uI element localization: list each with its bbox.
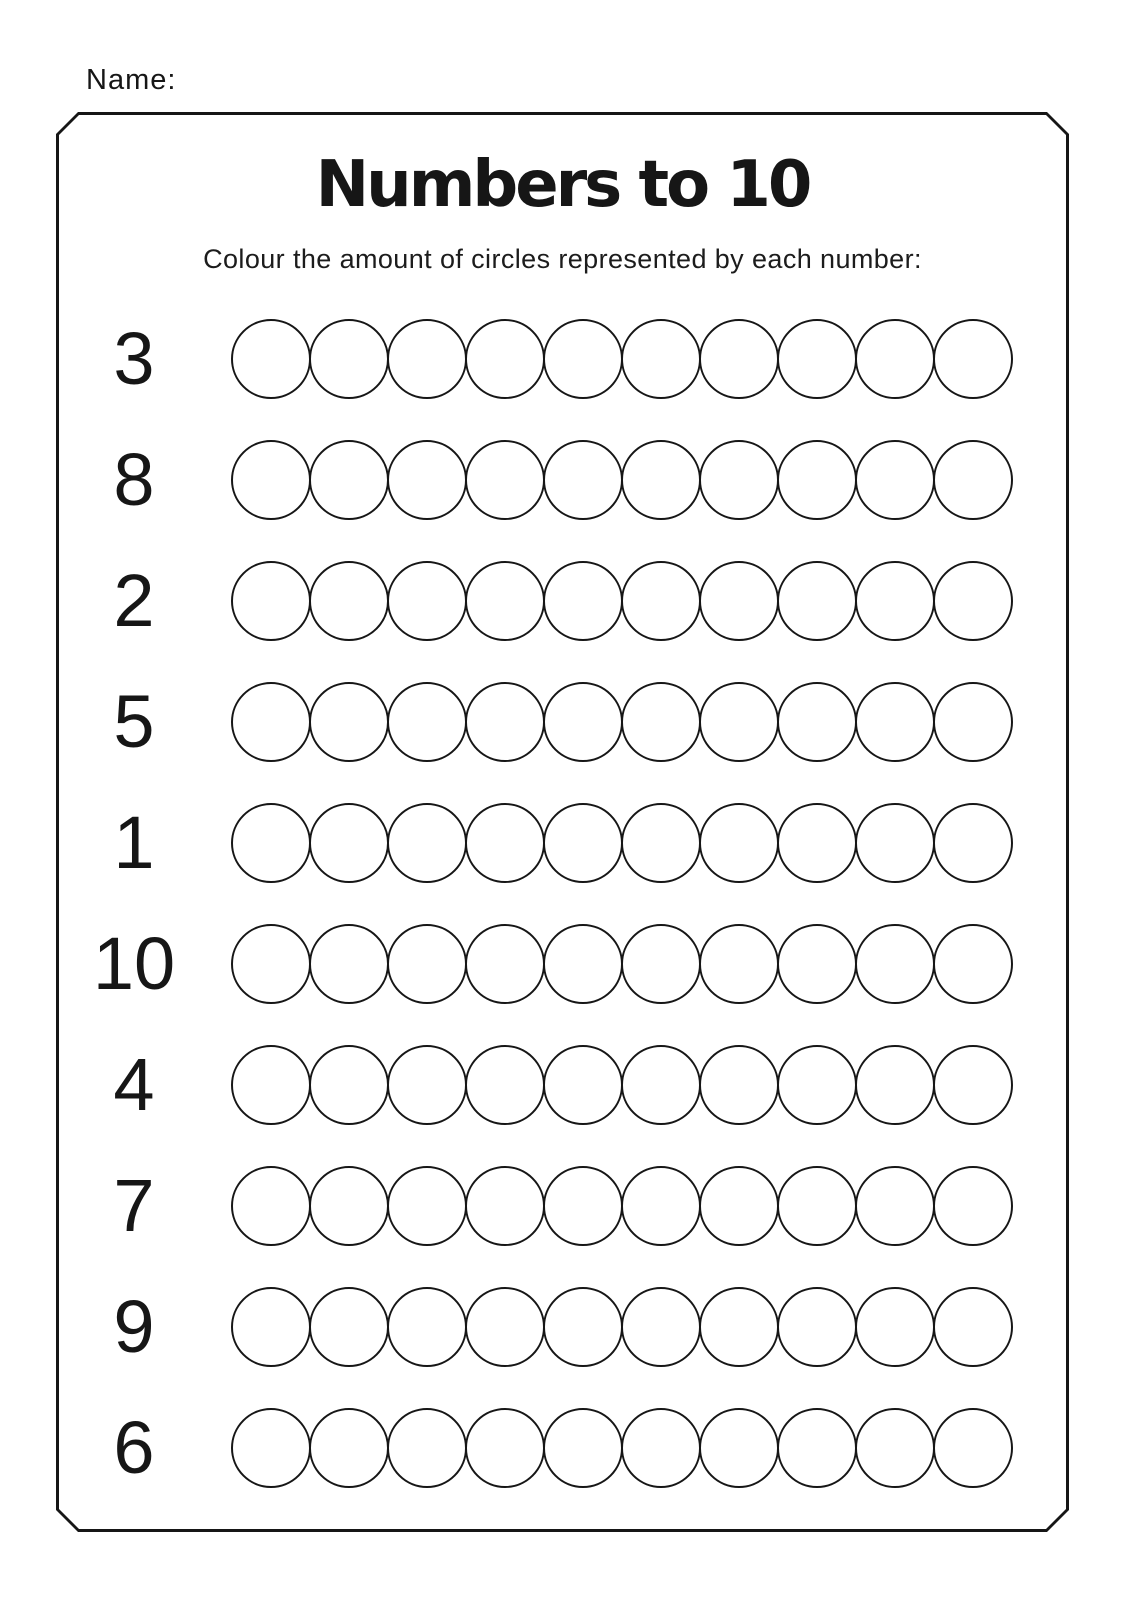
colourable-circle[interactable] xyxy=(231,561,311,641)
colourable-circle[interactable] xyxy=(855,803,935,883)
colourable-circle[interactable] xyxy=(231,682,311,762)
colourable-circle[interactable] xyxy=(777,1287,857,1367)
circles-group xyxy=(231,803,1013,883)
colourable-circle[interactable] xyxy=(309,1287,389,1367)
colourable-circle[interactable] xyxy=(855,561,935,641)
colourable-circle[interactable] xyxy=(465,1045,545,1125)
colourable-circle[interactable] xyxy=(387,803,467,883)
colourable-circle[interactable] xyxy=(699,1287,779,1367)
circles-group xyxy=(231,1287,1013,1367)
colourable-circle[interactable] xyxy=(699,1045,779,1125)
colourable-circle[interactable] xyxy=(465,1408,545,1488)
colourable-circle[interactable] xyxy=(387,1166,467,1246)
colourable-circle[interactable] xyxy=(777,561,857,641)
colourable-circle[interactable] xyxy=(231,924,311,1004)
rows-container xyxy=(56,298,1069,1508)
colourable-circle[interactable] xyxy=(933,682,1013,762)
colourable-circle[interactable] xyxy=(621,440,701,520)
colourable-circle[interactable] xyxy=(855,924,935,1004)
colourable-circle[interactable] xyxy=(699,1166,779,1246)
colourable-circle[interactable] xyxy=(777,440,857,520)
row-number-label: 1 xyxy=(113,800,155,884)
colourable-circle[interactable] xyxy=(621,803,701,883)
colourable-circle[interactable] xyxy=(309,1166,389,1246)
row-number-label: 2 xyxy=(113,558,155,642)
number-row xyxy=(56,1024,1069,1145)
colourable-circle[interactable] xyxy=(387,1408,467,1488)
circles-group xyxy=(231,319,1013,399)
colourable-circle[interactable] xyxy=(855,1045,935,1125)
colourable-circle[interactable] xyxy=(777,682,857,762)
colourable-circle[interactable] xyxy=(621,924,701,1004)
colourable-circle[interactable] xyxy=(777,924,857,1004)
colourable-circle[interactable] xyxy=(621,561,701,641)
number-row xyxy=(56,782,1069,903)
colourable-circle[interactable] xyxy=(465,1287,545,1367)
circles-group xyxy=(231,440,1013,520)
colourable-circle[interactable] xyxy=(465,440,545,520)
worksheet-frame xyxy=(56,112,1069,1532)
colourable-circle[interactable] xyxy=(933,319,1013,399)
colourable-circle[interactable] xyxy=(699,803,779,883)
colourable-circle[interactable] xyxy=(621,682,701,762)
colourable-circle[interactable] xyxy=(621,1287,701,1367)
row-number-label: 3 xyxy=(113,316,155,400)
colourable-circle[interactable] xyxy=(465,682,545,762)
instructions-text: Colour the amount of circles represented by each number: xyxy=(203,244,922,274)
row-number-label: 8 xyxy=(113,437,155,521)
number-row xyxy=(56,419,1069,540)
row-number-label: 4 xyxy=(113,1042,155,1126)
circles-group xyxy=(231,1045,1013,1125)
colourable-circle[interactable] xyxy=(699,319,779,399)
colourable-circle[interactable] xyxy=(231,803,311,883)
colourable-circle[interactable] xyxy=(855,319,935,399)
colourable-circle[interactable] xyxy=(933,803,1013,883)
circles-group xyxy=(231,1408,1013,1488)
circles-group xyxy=(231,561,1013,641)
colourable-circle[interactable] xyxy=(777,1408,857,1488)
worksheet-content xyxy=(56,112,1069,1532)
colourable-circle[interactable] xyxy=(543,440,623,520)
colourable-circle[interactable] xyxy=(699,1408,779,1488)
colourable-circle[interactable] xyxy=(465,1166,545,1246)
colourable-circle[interactable] xyxy=(621,1045,701,1125)
colourable-circle[interactable] xyxy=(309,803,389,883)
colourable-circle[interactable] xyxy=(387,1287,467,1367)
colourable-circle[interactable] xyxy=(543,1045,623,1125)
colourable-circle[interactable] xyxy=(543,924,623,1004)
colourable-circle[interactable] xyxy=(231,1287,311,1367)
number-row xyxy=(56,540,1069,661)
colourable-circle[interactable] xyxy=(387,1045,467,1125)
colourable-circle[interactable] xyxy=(933,924,1013,1004)
colourable-circle[interactable] xyxy=(777,1045,857,1125)
colourable-circle[interactable] xyxy=(231,1045,311,1125)
row-number-label: 6 xyxy=(113,1405,155,1489)
colourable-circle[interactable] xyxy=(933,1287,1013,1367)
colourable-circle[interactable] xyxy=(465,319,545,399)
colourable-circle[interactable] xyxy=(309,319,389,399)
colourable-circle[interactable] xyxy=(621,1166,701,1246)
colourable-circle[interactable] xyxy=(309,1408,389,1488)
colourable-circle[interactable] xyxy=(309,440,389,520)
colourable-circle[interactable] xyxy=(933,1408,1013,1488)
colourable-circle[interactable] xyxy=(933,1166,1013,1246)
number-row xyxy=(56,298,1069,419)
circles-group xyxy=(231,682,1013,762)
colourable-circle[interactable] xyxy=(231,1166,311,1246)
colourable-circle[interactable] xyxy=(543,1287,623,1367)
number-row xyxy=(56,1387,1069,1508)
colourable-circle[interactable] xyxy=(465,803,545,883)
colourable-circle[interactable] xyxy=(309,924,389,1004)
colourable-circle[interactable] xyxy=(933,440,1013,520)
colourable-circle[interactable] xyxy=(621,1408,701,1488)
colourable-circle[interactable] xyxy=(777,319,857,399)
colourable-circle[interactable] xyxy=(699,682,779,762)
colourable-circle[interactable] xyxy=(777,1166,857,1246)
colourable-circle[interactable] xyxy=(387,924,467,1004)
colourable-circle[interactable] xyxy=(855,1166,935,1246)
colourable-circle[interactable] xyxy=(855,440,935,520)
number-row xyxy=(56,903,1069,1024)
row-number-label: 5 xyxy=(113,679,155,763)
number-row xyxy=(56,1145,1069,1266)
number-row xyxy=(56,1266,1069,1387)
colourable-circle[interactable] xyxy=(309,1045,389,1125)
colourable-circle[interactable] xyxy=(699,924,779,1004)
colourable-circle[interactable] xyxy=(855,682,935,762)
colourable-circle[interactable] xyxy=(309,561,389,641)
colourable-circle[interactable] xyxy=(387,440,467,520)
row-number-label: 9 xyxy=(113,1284,155,1368)
colourable-circle[interactable] xyxy=(933,1045,1013,1125)
row-number-label: 7 xyxy=(113,1163,155,1247)
colourable-circle[interactable] xyxy=(699,440,779,520)
colourable-circle[interactable] xyxy=(231,440,311,520)
name-label: Name: xyxy=(86,64,177,96)
page-title: Numbers to 10 xyxy=(315,148,810,222)
colourable-circle[interactable] xyxy=(387,319,467,399)
colourable-circle[interactable] xyxy=(777,803,857,883)
colourable-circle[interactable] xyxy=(699,561,779,641)
circles-group xyxy=(231,1166,1013,1246)
colourable-circle[interactable] xyxy=(231,319,311,399)
colourable-circle[interactable] xyxy=(933,561,1013,641)
colourable-circle[interactable] xyxy=(387,682,467,762)
row-number-label: 10 xyxy=(92,921,176,1005)
colourable-circle[interactable] xyxy=(543,1166,623,1246)
colourable-circle[interactable] xyxy=(465,561,545,641)
colourable-circle[interactable] xyxy=(543,319,623,399)
colourable-circle[interactable] xyxy=(309,682,389,762)
colourable-circle[interactable] xyxy=(855,1287,935,1367)
colourable-circle[interactable] xyxy=(543,561,623,641)
colourable-circle[interactable] xyxy=(543,803,623,883)
colourable-circle[interactable] xyxy=(543,1408,623,1488)
number-row xyxy=(56,661,1069,782)
colourable-circle[interactable] xyxy=(465,924,545,1004)
circles-group xyxy=(231,924,1013,1004)
colourable-circle[interactable] xyxy=(231,1408,311,1488)
colourable-circle[interactable] xyxy=(855,1408,935,1488)
colourable-circle[interactable] xyxy=(387,561,467,641)
colourable-circle[interactable] xyxy=(621,319,701,399)
colourable-circle[interactable] xyxy=(543,682,623,762)
